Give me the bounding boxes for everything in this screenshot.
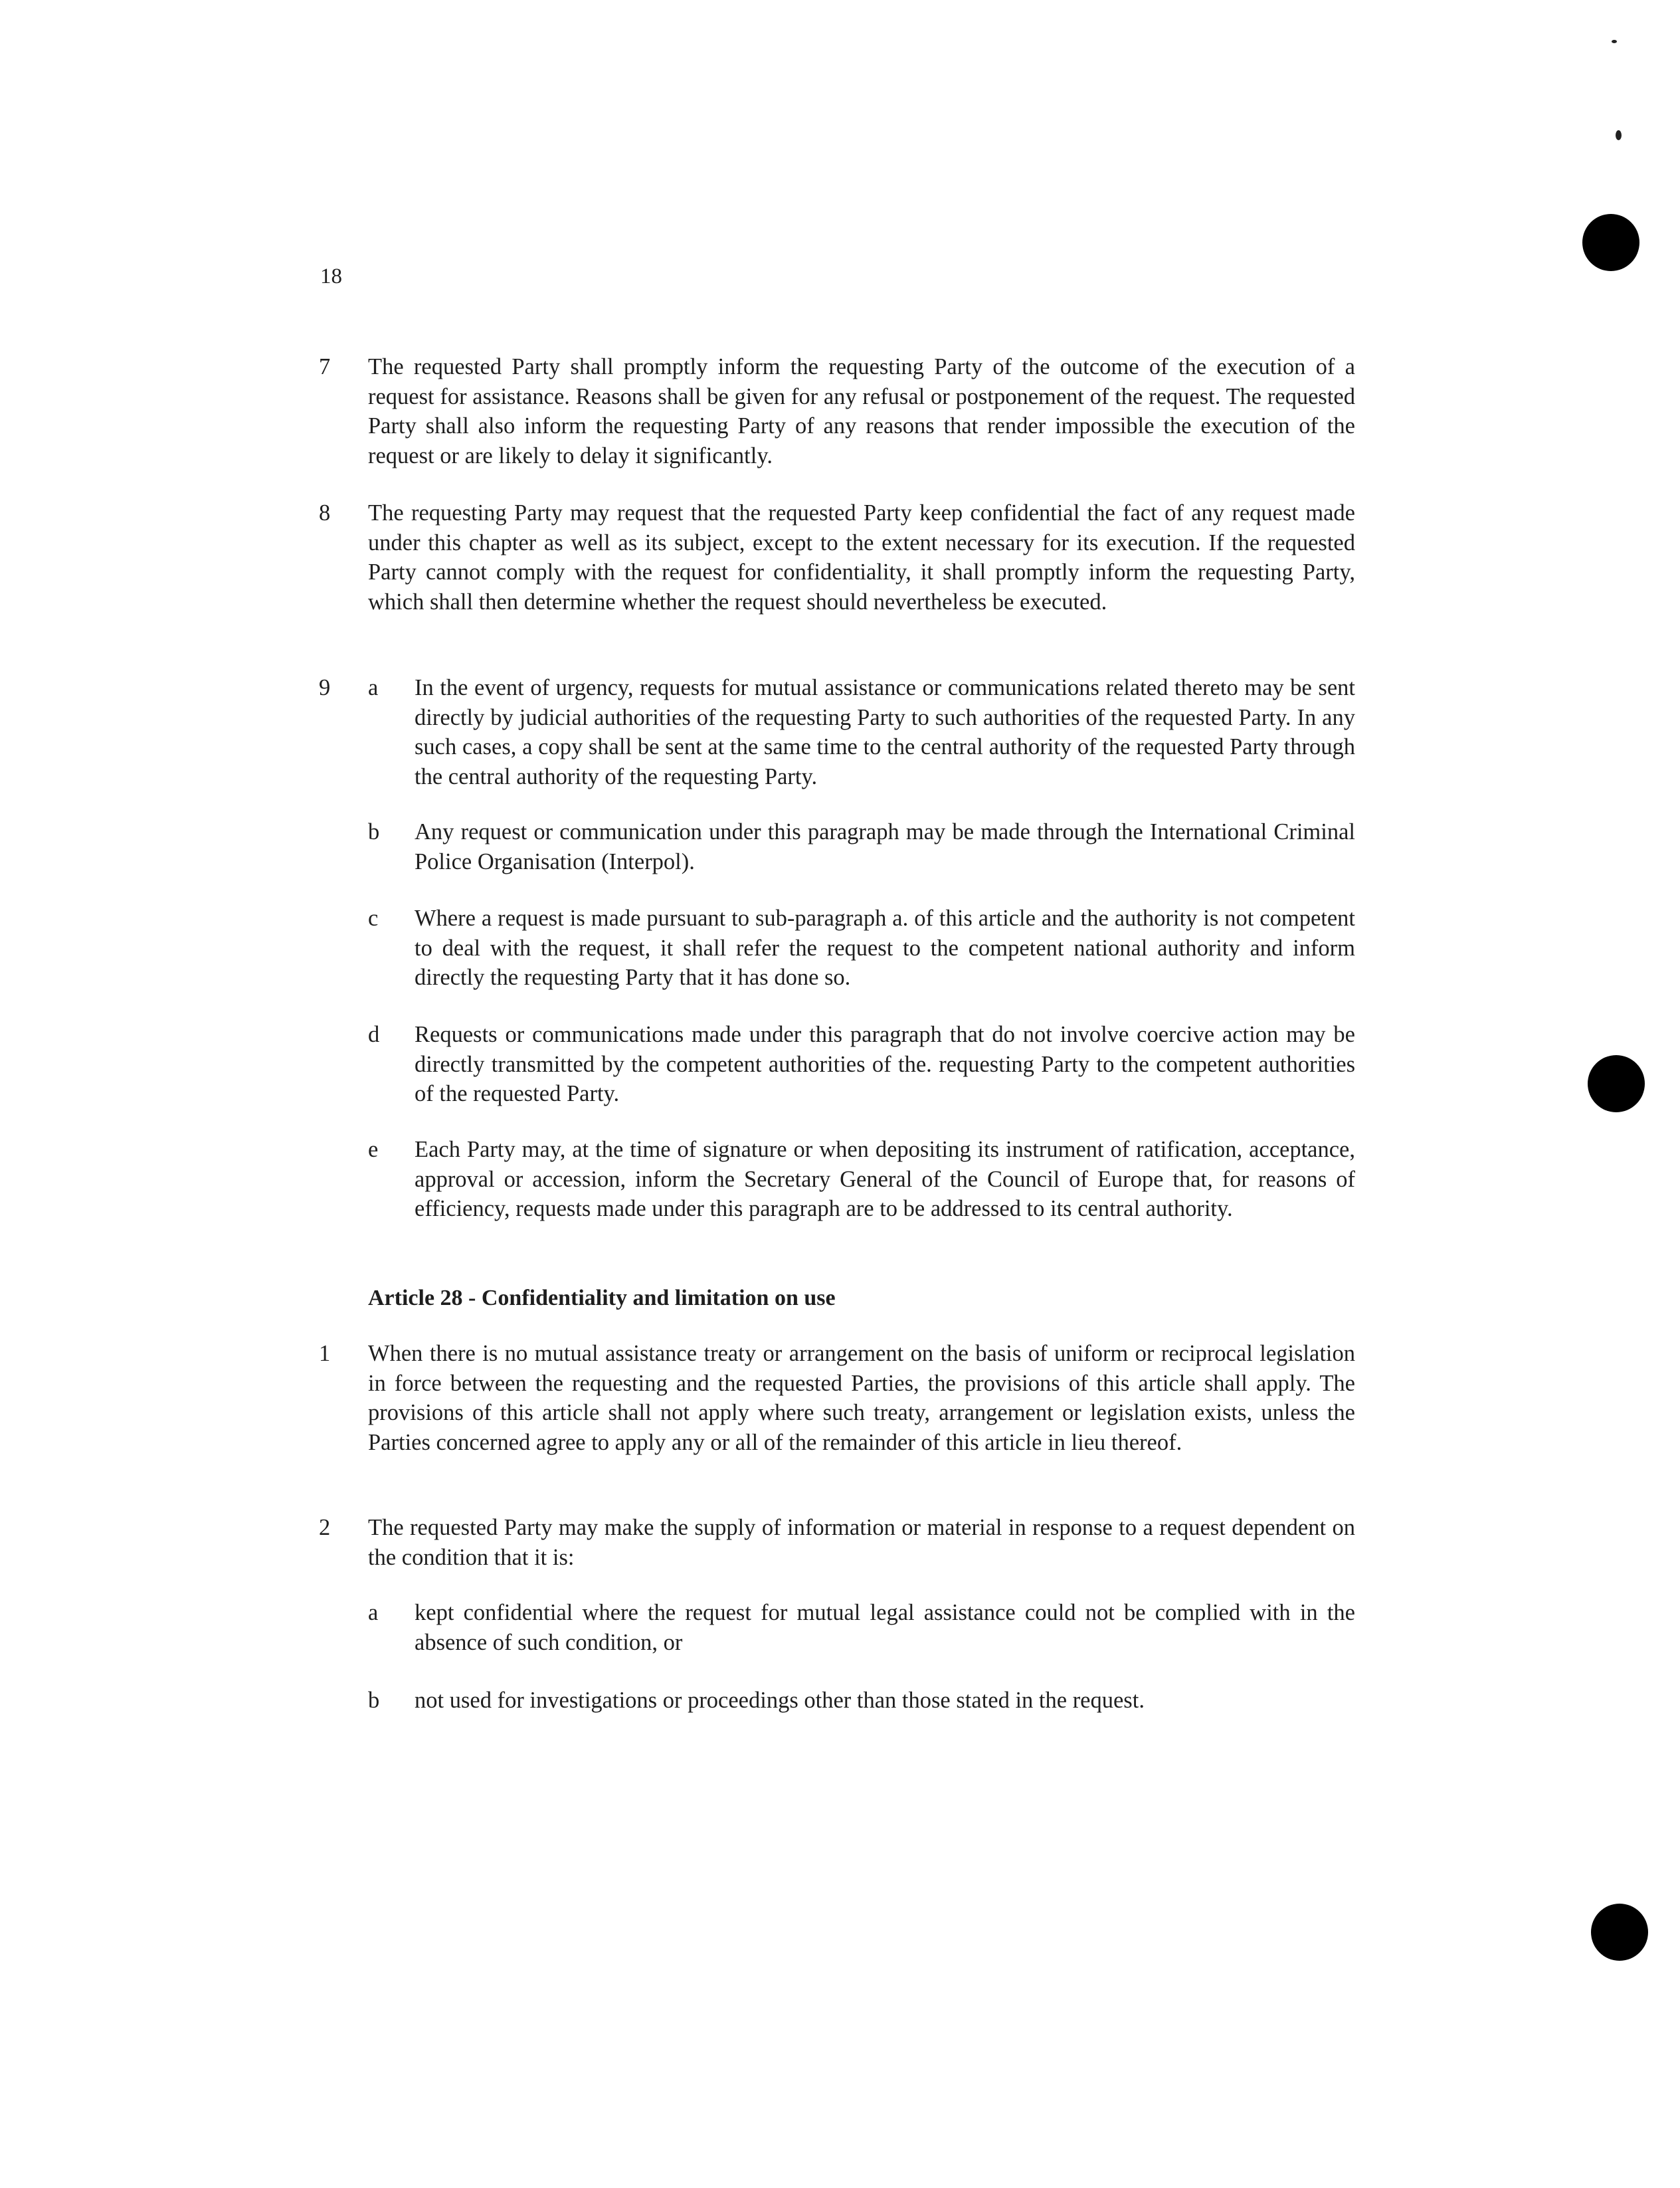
article-28-paragraph-2 — [319, 1513, 1355, 1572]
subparagraph-letter: b — [368, 819, 380, 845]
paragraph-number: 2 — [319, 1515, 331, 1540]
subparagraph-9a — [319, 673, 1355, 791]
subparagraph-text: Each Party may, at the time of signature or when depositing its instrument of ratification, acceptance, approval or accession, inform the Secretary General of the Council of Europe that, for reasons of efficiency, requests made under this paragraph are to be addressed to its central authority. — [415, 1137, 1355, 1221]
subparagraph-letter: e — [368, 1137, 379, 1162]
subparagraph-letter: b — [368, 1688, 380, 1713]
article-heading: Article 28 - Confidentiality and limitation on use — [368, 1286, 836, 1310]
paragraph-7 — [319, 352, 1355, 470]
subparagraph-text: not used for investigations or proceedings other than those stated in the request. — [415, 1688, 1145, 1713]
article-28-subparagraph-a — [319, 1598, 1355, 1657]
scan-speck — [1616, 130, 1622, 140]
subparagraph-text: Where a request is made pursuant to sub-paragraph a. of this article and the authority is not competent to deal with the request, it shall refer the request to the competent national authority and inform directly the requesting Party that it has done so. — [415, 906, 1355, 990]
paragraph-number: 9 — [319, 675, 331, 700]
subparagraph-letter: a — [368, 1600, 379, 1625]
page-number: 18 — [320, 264, 342, 288]
paragraph-text: The requested Party may make the supply of information or material in response to a request dependent on the condition that it is: — [368, 1515, 1355, 1570]
article-28-subparagraph-b — [319, 1686, 1355, 1716]
paragraph-8 — [319, 498, 1355, 617]
subparagraph-9d — [319, 1020, 1355, 1109]
subparagraph-9c — [319, 904, 1355, 993]
subparagraph-letter: c — [368, 906, 379, 931]
subparagraph-text: Any request or communication under this paragraph may be made through the International Criminal Police Organisation (Interpol). — [415, 819, 1355, 874]
subparagraph-text: Requests or communications made under this paragraph that do not involve coercive action may be directly transmitted by the competent authorities of the. requesting Party to the competent authorities of the requested Party. — [415, 1022, 1355, 1106]
scan-speck — [1612, 40, 1617, 43]
subparagraph-letter: a — [368, 675, 379, 700]
punch-hole-middle — [1588, 1055, 1645, 1112]
punch-hole-bottom — [1591, 1904, 1648, 1961]
paragraph-number: 7 — [319, 354, 331, 379]
punch-hole-top — [1582, 214, 1639, 271]
article-28-paragraph-1 — [319, 1339, 1355, 1457]
subparagraph-text: In the event of urgency, requests for mutual assistance or communications related thereto may be sent directly by judicial authorities of the requesting Party to such authorities of the requested Party. In any such cases, a copy shall be sent at the same time to the central authority of the requested Party through the central authority of the requesting Party. — [415, 675, 1355, 789]
subparagraph-9e — [319, 1135, 1355, 1224]
paragraph-text: When there is no mutual assistance treaty or arrangement on the basis of uniform or reciprocal legislation in force between the requesting and the requested Parties, the provisions of this article shall apply. The provisions of this article shall not apply where such treaty, arrangement or legislation exists, unless the Parties concerned agree to apply any or all of the remainder of this article in lieu thereof. — [368, 1341, 1355, 1455]
paragraph-number: 1 — [319, 1341, 331, 1366]
paragraph-number: 8 — [319, 500, 331, 526]
subparagraph-text: kept confidential where the request for mutual legal assistance could not be complied with in the absence of such condition, or — [415, 1600, 1355, 1655]
paragraph-text: The requested Party shall promptly inform the requesting Party of the outcome of the execution of a request for assistance. Reasons shall be given for any refusal or postponement of the request. The requested Party shall also inform the requesting Party of any reasons that render impossible the execution of the request or are likely to delay it significantly. — [368, 354, 1355, 468]
paragraph-text: The requesting Party may request that the requested Party keep confidential the fact of any request made under this chapter as well as its subject, except to the extent necessary for its execution. If the requested Party cannot comply with the request for confidentiality, it shall promptly inform the requesting Party, which shall then determine whether the request should nevertheless be executed. — [368, 500, 1355, 615]
subparagraph-9b — [319, 817, 1355, 876]
subparagraph-letter: d — [368, 1022, 380, 1047]
